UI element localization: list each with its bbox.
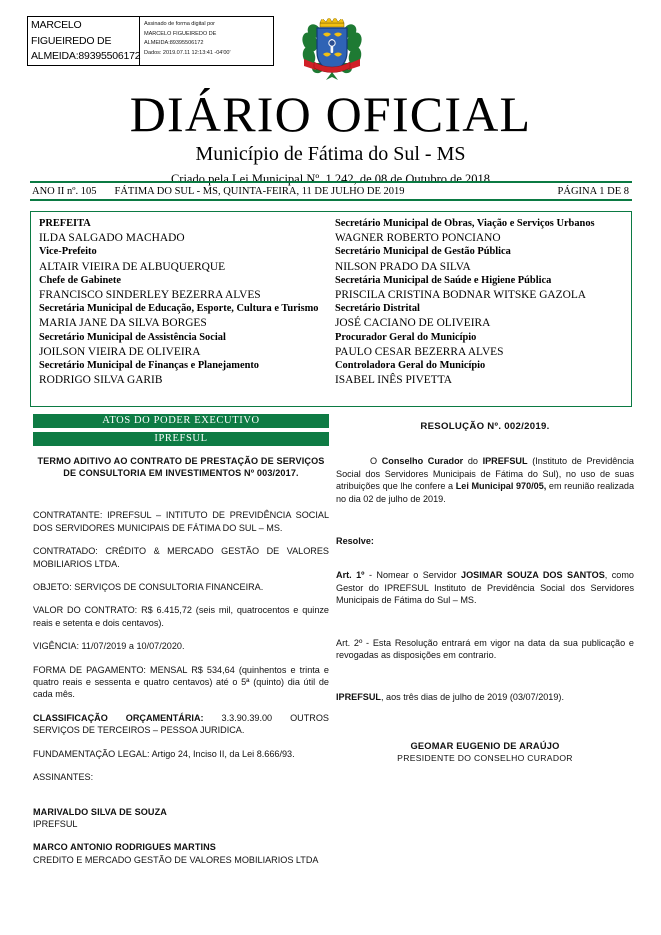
official-name: JOSÉ CACIANO DE OLIVEIRA [335, 317, 491, 330]
resolution-art1-label: Art. 1º [336, 570, 365, 581]
contract-valor: VALOR DO CONTRATO: R$ 6.415,72 (seis mil, quatrocentos e quinze reais e setenta e dois centavos). [33, 605, 329, 628]
resolution-signature-block [336, 740, 634, 765]
official-name: NILSON PRADO DA SILVA [335, 260, 471, 273]
contract-signer-2-name: MARCO ANTONIO RODRIGUES MARTINS [33, 842, 216, 853]
official-name: RODRIGO SILVA GARIB [39, 374, 163, 387]
official-name: PRISCILA CRISTINA BODNAR WITSKE GAZOLA [335, 289, 587, 302]
masthead-law-line: Criado pela Lei Municipal Nº. 1.242, de 08 de Outubro de 2018 [170, 172, 491, 186]
contract-pagamento: FORMA DE PAGAMENTO: MENSAL R$ 534,64 (quinhentos e trinta e quatro reais e sessenta e quatro centavos) até o 5ª (quinto) dia útil de cada mês. [33, 664, 329, 700]
resolution-intro-3: (Instituto de Previdência Social dos Servidores Municipais de Fátima do Sul), no uso de suas atribuições que lhe confere a [336, 456, 634, 492]
masthead [0, 88, 661, 187]
official-name: WAGNER ROBERTO PONCIANO [335, 232, 501, 245]
official-name: ILDA SALGADO MACHADO [39, 232, 185, 245]
issue-number: ANO II nº. 105 [32, 185, 97, 197]
page-indicator: PÁGINA 1 DE 8 [557, 185, 629, 197]
section-banner-iprefsul: IPREFSUL [33, 432, 329, 446]
resolution-iprefsul: IPREFSUL [482, 456, 528, 467]
official-role: Procurador Geral do Município [335, 331, 477, 343]
resolution-intro [336, 455, 634, 505]
official-name: FRANCISCO SINDERLEY BEZERRA ALVES [39, 289, 261, 302]
resolution-art1-text-2: , como Gestor do IPREFSUL Instituto de Previdência Social dos Servidores Municipais de Fátima do Sul – MS. [336, 570, 634, 606]
official-role: Secretário Municipal de Obras, Viação e Serviços Urbanos [335, 218, 595, 229]
official-role: Secretária Municipal de Educação, Esporte, Cultura e Turismo [39, 303, 319, 315]
official-role: Secretário Municipal de Gestão Pública [335, 246, 511, 258]
contract-article [33, 455, 329, 866]
coat-of-arms-icon [296, 14, 368, 86]
contract-signer-1-org: IPREFSUL [33, 818, 78, 829]
officials-column-left [31, 217, 331, 406]
official-role: Controladora Geral do Município [335, 360, 486, 372]
signature-detail-line-2: MARCELO FIGUEIREDO DE [144, 30, 217, 37]
masthead-subtitle: Município de Fátima do Sul - MS [195, 143, 466, 165]
officials-box [30, 211, 632, 407]
contract-classificacao-value: 3.3.90.39.00 OUTROS SERVIÇOS DE TERCEIROS – PESSOA JURIDICA. [33, 712, 329, 736]
signature-detail-line-4: Dados: 2019.07.11 12:13:41 -04'00' [144, 49, 231, 56]
resolution-intro-2: do [463, 456, 483, 467]
official-name: ISABEL INÊS PIVETTA [335, 374, 452, 387]
signature-detail-line-1: Assinado de forma digital por [144, 21, 215, 27]
president-name: GEOMAR EUGENIO DE ARAÚJO [410, 740, 560, 751]
signature-details [140, 17, 273, 65]
resolution-resolve-label: Resolve: [336, 536, 374, 547]
contract-vigencia: VIGÊNCIA: 11/07/2019 a 10/07/2020. [33, 641, 185, 652]
resolution-art1-name: JOSIMAR SOUZA DOS SANTOS [461, 570, 605, 581]
official-name: ALTAIR VIEIRA DE ALBUQUERQUE [39, 260, 226, 273]
official-role: Secretária Municipal de Saúde e Higiene Pública [335, 274, 552, 286]
contract-contratante: CONTRATANTE: IPREFSUL – INTITUTO DE PREVIDÊNCIA SOCIAL DOS SERVIDORES MUNICIPAIS DE FÁTIMA DO SUL – MS. [33, 510, 329, 533]
official-role: Vice-Prefeito [39, 246, 97, 258]
official-role: Secretário Municipal de Finanças e Planejamento [39, 360, 260, 372]
contract-assinantes-label: ASSINANTES: [33, 772, 94, 783]
resolution-intro-4: em reunião realizada no dia 02 de julho de 2019. [336, 481, 635, 504]
page-title: DIÁRIO OFICIAL [129, 86, 532, 142]
official-name: MARIA JANE DA SILVA BORGES [39, 317, 207, 330]
resolution-closing-text: , aos três dias de julho de 2019 (03/07/2019). [380, 692, 564, 703]
issue-info-bar [30, 181, 632, 201]
resolution-article-2: Art. 2º - Esta Resolução entrará em vigor na data da sua publicação e revogadas as disposições em contrario. [336, 637, 634, 661]
contract-objeto: OBJETO: SERVIÇOS DE CONSULTORIA FINANCEIRA. [33, 582, 264, 593]
official-role: Chefe de Gabinete [39, 274, 121, 286]
resolution-title: RESOLUÇÃO Nº. 002/2019. [420, 421, 550, 432]
resolution-closing-org: IPREFSUL [336, 692, 381, 703]
section-banner-executive: ATOS DO PODER EXECUTIVO [33, 414, 329, 428]
contract-signer-1-name: MARIVALDO SILVA DE SOUZA [33, 806, 167, 817]
officials-column-right [331, 217, 631, 406]
issue-city-date: FÁTIMA DO SUL - MS, QUINTA-FEIRA, 11 DE JULHO DE 2019 [114, 185, 405, 197]
resolution-article-1 [336, 569, 634, 606]
resolution-lei-municipal: Lei Municipal 970/05, [455, 481, 547, 492]
contract-classificacao [33, 712, 329, 737]
contract-heading: TERMO ADITIVO AO CONTRATO DE PRESTAÇÃO DE SERVIÇOS DE CONSULTORIA EM INVESTIMENTOS Nº 003/2017. [37, 456, 325, 479]
president-role: PRESIDENTE DO CONSELHO CURADOR [397, 753, 573, 764]
contract-signer-2-org: CREDITO E MERCADO GESTÃO DE VALORES MOBILIARIOS LTDA [33, 854, 319, 865]
official-role: PREFEITA [39, 218, 91, 229]
resolution-closing [336, 691, 634, 703]
official-role: Secretário Municipal de Assistência Social [39, 331, 226, 343]
official-role: Secretário Distrital [335, 303, 420, 315]
signature-detail-line-3: ALMEIDA:89395506172 [144, 40, 204, 47]
resolution-conselho-curador: Conselho Curador [381, 456, 464, 467]
resolution-intro-1: O [370, 456, 382, 467]
official-name: JOILSON VIEIRA DE OLIVEIRA [39, 345, 201, 358]
contract-classificacao-label: CLASSIFICAÇÃO ORÇAMENTÁRIA: [33, 712, 204, 723]
official-name: PAULO CESAR BEZERRA ALVES [335, 345, 504, 358]
signature-name: MARCELO FIGUEIREDO DE ALMEIDA:89395506172 [28, 17, 140, 65]
resolution-art1-text-1: - Nomear o Servidor [364, 570, 462, 581]
contract-contratado: CONTRATADO: CRÉDITO & MERCADO GESTÃO DE VALORES MOBILIARIOS LTDA. [33, 546, 329, 569]
digital-signature-stamp [27, 16, 274, 66]
resolution-article [336, 421, 634, 765]
contract-fundamentacao: FUNDAMENTAÇÃO LEGAL: Artigo 24, Inciso II, da Lei 8.666/93. [33, 748, 295, 759]
